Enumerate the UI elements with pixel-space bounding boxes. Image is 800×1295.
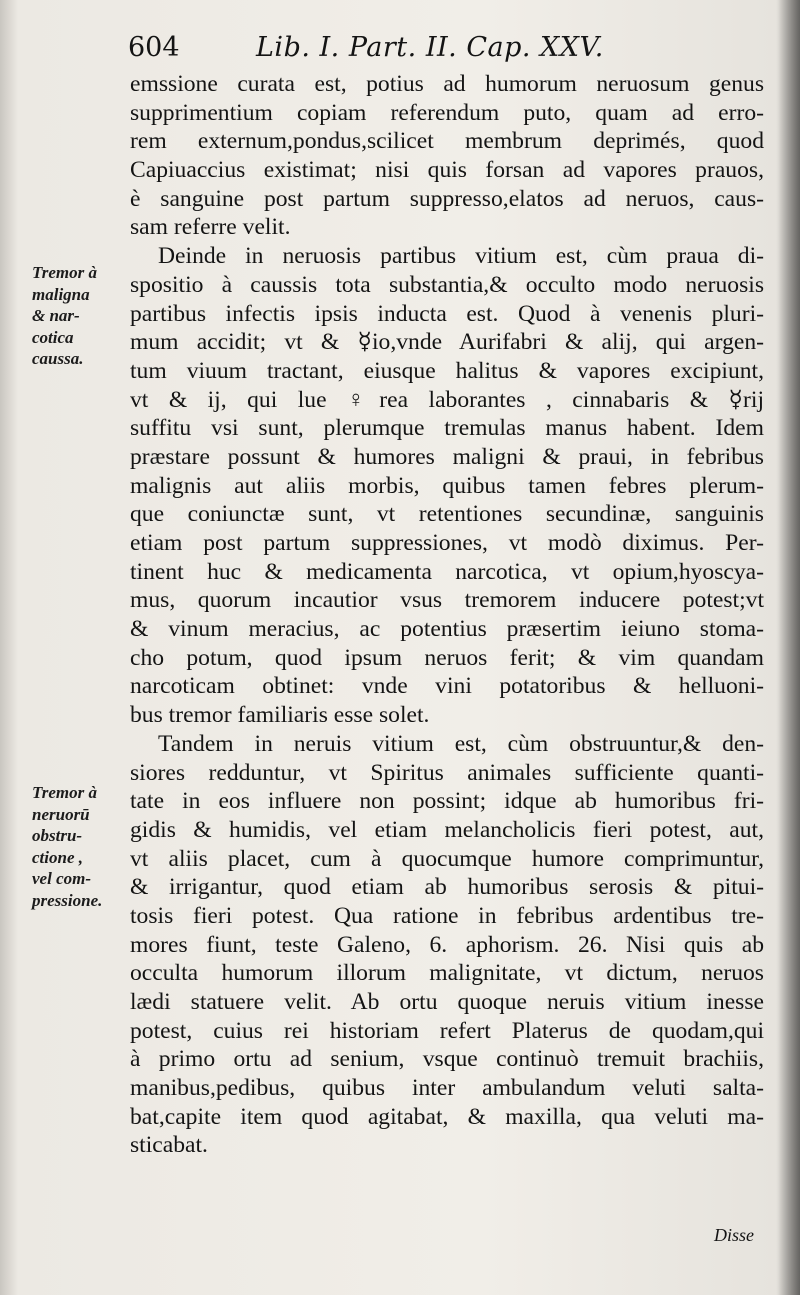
margin-note-line: & nar-: [32, 306, 80, 325]
text-line: è sanguine post partum suppresso,elatos ad neruos, caus-: [130, 185, 764, 212]
text-line: gidis & humidis, vel etiam melancholicis fieri potest, aut,: [130, 816, 764, 843]
margin-note-tremor-maligna: [32, 262, 127, 370]
paragraph-start: Deinde in neruosis partibus vitium est, cùm praua di-: [158, 243, 764, 270]
text-line: vt aliis placet, cum à quocumque humore comprimuntur,: [130, 845, 764, 872]
text-line: tosis fieri potest. Qua ratione in febribus ardentibus tre-: [130, 902, 764, 929]
margin-note-line: Tremor à: [32, 783, 98, 802]
text-line: mus, quorum incautior vsus tremorem inducere potest;vt: [130, 587, 764, 614]
text-line: vt & ij, qui lue ♀rea laborantes , cinnabaris & ☿rij: [130, 386, 764, 413]
text-line: à primo ortu ad senium, vsque continuò tremuit brachiis,: [130, 1046, 764, 1073]
margin-note-line: pressione.: [32, 890, 103, 910]
text-line: occulta humorum illorum malignitate, vt dictum, neruos: [130, 960, 764, 987]
text-line: cho potum, quod ipsum neruos ferit; & vim quandam: [130, 644, 764, 671]
text-line: tinent huc & medicamenta narcotica, vt opium,hyoscya-: [130, 558, 764, 585]
text-line: partibus infectis ipsis inducta est. Quod à venenis pluri-: [130, 300, 764, 327]
text-line: bat,capite item quod agitabat, & maxilla, qua veluti ma-: [130, 1103, 764, 1130]
text-line: & vinum meracius, ac potentius præsertim ieiuno stoma-: [130, 616, 764, 643]
text-line: lædi statuere velit. Ab ortu quoque neruis vitium inesse: [130, 989, 764, 1015]
margin-note-line: maligna: [32, 284, 90, 304]
text-line: mum accidit; vt & ☿io,vnde Aurifabri & alij, qui argen-: [130, 329, 764, 356]
margin-note-line: neruorū: [32, 804, 90, 824]
margin-note-line: cotica: [32, 327, 74, 347]
text-line: sticabat.: [130, 1132, 208, 1159]
margin-note-line: obstru-: [32, 826, 83, 845]
text-line: sam referre velit.: [130, 214, 291, 241]
text-line: bus tremor familiaris esse solet.: [130, 702, 430, 729]
margin-note-line: Tremor à: [32, 263, 98, 282]
body-text: [130, 70, 764, 1160]
text-line: tate in eos influere non possint; idque ab humoribus fri-: [130, 788, 764, 815]
text-line: tum viuum tractant, eiusque halitus & vapores excipiunt,: [130, 357, 764, 384]
text-line: Capiuaccius existimat; nisi quis forsan ad vapores prauos,: [130, 157, 764, 184]
text-line: rem externum,pondus,scilicet membrum deprimés, quod: [130, 128, 764, 155]
margin-note-tremor-obstructione: [32, 782, 127, 911]
paragraph-start: Tandem in neruis vitium est, cùm obstruuntur,& den-: [158, 730, 764, 757]
text-line: emssione curata est, potius ad humorum neruosum genus: [130, 71, 764, 97]
text-line: etiam post partum suppressiones, vt modò diximus. Per-: [130, 530, 764, 556]
text-line: suffitu vsi sunt, plerumque tremulas manus habent. Idem: [130, 415, 764, 442]
text-line: mores fiunt, teste Galeno, 6. aphorism. 26. Nisi quis ab: [130, 931, 764, 958]
catchword: Disse: [714, 1225, 754, 1245]
text-line: manibus,pedibus, quibus inter ambulandum veluti salta-: [130, 1075, 764, 1102]
text-line: & irrigantur, quod etiam ab humoribus serosis & pitui-: [130, 874, 764, 901]
text-line: supprimentium copiam referendum puto, quam ad erro-: [130, 99, 764, 126]
margin-note-line: ctione ,: [32, 847, 83, 867]
page-edge-shadow: [778, 0, 800, 1295]
margin-note-line: caussa.: [32, 349, 84, 368]
text-line: malignis aut aliis morbis, quibus tamen febres plerum-: [130, 472, 764, 499]
text-line: spositio à caussis tota substantia,& occulto modo neruosis: [130, 271, 764, 298]
text-line: siores redduntur, vt Spiritus animales sufficiente quanti-: [130, 759, 764, 786]
running-head: Lib. I. Part. II. Cap. XXV.: [256, 32, 604, 63]
page-header: [128, 32, 608, 72]
page-number: 604: [128, 32, 180, 63]
text-line: potest, cuius rei historiam refert Platerus de quodam,qui: [130, 1017, 764, 1044]
margin-note-line: vel com-: [32, 869, 91, 888]
text-line: que coniunctæ sunt, vt retentiones secundinæ, sanguinis: [130, 501, 764, 528]
text-line: præstare possunt & humores maligni & praui, in febribus: [130, 443, 764, 470]
text-line: narcoticam obtinet: vnde vini potatoribus & helluoni-: [130, 673, 764, 700]
